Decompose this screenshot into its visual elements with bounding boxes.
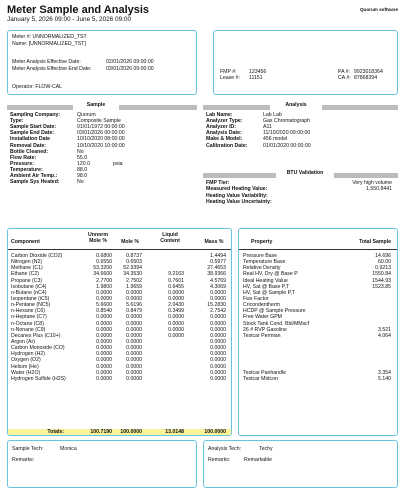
totals-label: Totals: [47,429,64,435]
operator: Operator: FLOW-CAL [12,84,63,90]
component-value: 0.0000 [210,332,226,339]
field-value: 120.0 [77,160,90,167]
component-value: 0.8540 [96,308,112,315]
component-value: 0.0000 [96,357,112,364]
property-value: 1544.93 [372,277,391,284]
component-value: 0.0000 [168,320,184,327]
component-value: 0.8479 [126,308,142,315]
component-value: 0.0000 [96,375,112,382]
fmp-label: FMP #: [220,69,237,75]
component-value: 0.0000 [96,320,112,327]
analysis-heading: Analysis [285,102,307,108]
meter-name: Name: [UNNORMALIZED_TST] [12,41,86,47]
remarks-label-right: Remarks: [208,457,231,463]
field-value: 01/01/2020 00:00:00 [263,142,311,149]
component-value [142,376,184,382]
property-name: Relative Density [243,265,281,272]
property-name: 26 # RVP Gasoline [243,326,287,333]
meter-info-box [7,30,197,95]
totals-liquid: 13.0148 [165,429,184,435]
table-row [239,376,397,382]
component-name: n-Heptane (C7) [11,314,47,321]
field-value: 01/01/1972 00:00:00 [77,124,125,131]
component-name: n-Hexane (C6) [11,308,46,315]
sample-heading: Sample [86,102,106,108]
field-value: Lab Lab [263,112,282,118]
field-label: Calibration Date: [206,142,248,149]
eff-date-label: Meter Analysis Effective Date: [12,59,81,65]
field-label: Analysis Date: [206,130,242,137]
field-label: Type: [10,118,24,125]
component-value: 34.3530 [123,271,142,278]
col-total-sample: Total Sample [359,239,391,245]
pa-label: PA #: [338,69,351,75]
component-value: 0.0000 [96,369,112,376]
component-name: Propane (C3) [11,277,43,284]
component-value: 0.0000 [210,314,226,321]
component-value: 0.0000 [126,375,142,382]
totals-mass: 100.0000 [204,429,226,435]
property-value: 3.354 [378,369,391,376]
component-value: 0.0000 [210,295,226,302]
ca-label: CA #: [338,75,351,81]
component-name: Helium (He) [11,363,39,370]
col-mole: Mole % [121,239,139,245]
eff-end-label: Meter Analysis Effective End Date: [12,66,92,72]
component-value: 0.7601 [168,277,184,284]
pressure-unit: psia [113,160,123,167]
component-value: 0.0000 [96,314,112,321]
component-value: 0.0000 [168,326,184,333]
field-value: Gas Chromatograph [263,118,310,125]
component-value: 0.0000 [96,326,112,333]
field-label: Analyzer ID: [206,124,236,131]
component-value: 0.0000 [96,332,112,339]
component-value: 5.6600 [96,302,112,309]
component-value: 38.9366 [207,271,226,278]
lease-label: Lease #: [220,75,240,81]
component-value: 0.0000 [96,295,112,302]
sample-tech-label: Sample Tech: [12,446,44,452]
btu-heading: BTU Validation [286,170,324,176]
component-name: Nitrogen (N2) [11,259,43,266]
property-value: 1523.85 [372,283,391,290]
analysis-tech-box [203,440,398,488]
component-name: Decanes Plus (C10+) [11,332,61,339]
remarks-value-right: Remarkable [244,457,272,463]
property-name: HCDP @ Sample Pressure [243,308,306,315]
component-name: Water (H2O) [11,369,41,376]
col-unnorm: Unnorm Mole % [88,232,108,245]
component-value: 1.4494 [210,253,226,259]
btu-value: 1,550.8441 [366,186,392,193]
component-value: 1.9800 [96,283,112,290]
component-name: Methane (C1) [11,265,43,272]
field-label: Sample Sys Heated: [10,179,60,186]
component-value: 0.8737 [126,253,142,259]
component-value: 0.0000 [126,357,142,364]
component-name: n-Butane (nC4) [11,289,47,296]
component-value: 0.0000 [210,375,226,382]
section-bar [322,105,398,110]
component-value: 0.0000 [96,363,112,370]
component-value: 0.6455 [168,283,184,290]
component-value: 0.0000 [96,338,112,345]
btu-label: FMP Tier: [206,180,230,186]
field-value: No [77,148,84,155]
component-name: Hydrogen Sulfide (H2S) [11,375,66,382]
field-value: 03/01/2026 00:00:00 [77,130,125,137]
component-value: 0.0000 [96,351,112,358]
remarks-label-left: Remarks: [12,457,35,463]
component-value: 0.3499 [168,308,184,315]
property-value: 5.140 [378,375,391,382]
field-value: Quorum [77,112,96,118]
field-value: 98.0 [77,173,88,179]
property-name: Real HV, Dry @ Base P [243,271,298,278]
component-value: 5.6196 [126,302,142,309]
component-value: 4.5769 [210,277,226,284]
eff-end-value: 03/01/2026 09:00:00 [106,66,154,72]
component-value: 0.0000 [126,338,142,345]
btu-label: Measured Heating Value: [206,186,268,193]
property-name: Pressure Base [243,253,278,259]
property-value: 4.064 [378,332,391,339]
totals-mole: 100.0000 [120,429,142,435]
component-value: 15.2830 [207,302,226,309]
date-range: January 5, 2026 09:00 - June 5, 2026 09:00 [7,16,132,23]
fmp-value: 123456 [249,69,267,75]
field-value: No [77,179,84,186]
btu-value: Very high volume [352,180,392,186]
header-divider [8,249,231,250]
property-name: Cricondentherm [243,302,280,309]
component-value: 0.0000 [210,363,226,370]
component-value: 0.0000 [96,289,112,296]
component-name: n-Octane (C8) [11,320,44,327]
component-value: 34.6600 [93,271,112,278]
component-value: 0.0000 [168,289,184,296]
meter-number: Meter #: UNNORMALIZED_TST [12,34,87,40]
property-name: Testcar Permian [243,332,281,339]
component-value: 2.7502 [126,277,142,284]
col-property: Property [251,239,273,245]
property-value: 3.521 [378,326,391,333]
ca-value: 87868394 [354,75,378,81]
component-name: Hydrogen (H2) [11,351,46,358]
component-name: n-Nonane (C9) [11,326,46,333]
component-value: 0.0000 [126,314,142,321]
field-label: Removal Date: [10,142,47,149]
component-value: 2.0430 [168,302,184,309]
section-bar [203,105,270,110]
field-label: Sample Start Date: [10,124,57,131]
field-value: 10/10/2020 10:00:00 [77,142,125,149]
field-value: 88.0 [77,166,88,173]
btu-label: Heating Value Variability: [206,192,268,199]
field-value: 55.0 [77,154,88,161]
components-table [7,228,232,436]
col-liquid: Liquid Content [160,232,180,245]
field-label: Sampling Company: [10,112,61,118]
component-rows [8,253,231,382]
property-name: HV, Sat @ Base P,T [243,283,290,290]
component-value: 0.0000 [210,338,226,345]
component-value: 0.0000 [126,326,142,333]
field-value: Composite Sample [77,118,121,125]
component-value: 0.0000 [210,289,226,296]
component-value: 0.0000 [210,351,226,358]
field-label: Analyzer Type: [206,118,243,125]
col-component: Component [11,239,40,245]
component-name: Carbon Dioxide (CO2) [11,253,63,259]
field-label: Ambient Air Temp.: [10,173,58,179]
component-value: 52.9394 [123,265,142,272]
component-value: 0.0000 [168,295,184,302]
section-bar [334,173,398,178]
field-label: Installation Date [10,136,51,143]
ids-box [213,30,398,95]
property-name: Fws Factor [243,295,269,302]
property-name: Testcar Panhandle [243,369,286,376]
section-bar [203,173,276,178]
totals-row [8,429,231,435]
component-value: 0.6503 [126,259,142,266]
field-label: Pressure: [10,160,34,167]
property-name: Temperature Base [243,259,286,266]
component-name: Isobutane (iC4) [11,283,47,290]
analysis-tech-label: Analysis Tech: [208,446,242,452]
component-value: 0.0000 [168,332,184,339]
property-rows [239,253,397,382]
component-value: 9.2163 [168,271,184,278]
component-name: Argon (Ar) [11,338,35,345]
eff-date-value: 02/01/2026 09:00:00 [106,59,154,65]
properties-table [238,228,398,436]
header-divider [239,249,397,250]
component-value: 0.6800 [96,253,112,259]
component-value: 4.3069 [210,283,226,290]
field-label: Make & Model: [206,136,243,143]
section-bar [7,105,73,110]
property-name: Ideal Heating Value [243,277,288,284]
property-value: 0.9213 [375,265,391,272]
component-value: 27.4653 [207,265,226,272]
component-value: 0.0000 [126,351,142,358]
field-label: Lab Name: [206,112,233,118]
field-label: Sample End Date: [10,130,55,137]
sample-tech-box [7,440,197,488]
component-value: 0.0000 [210,320,226,327]
field-label: Bottle Cleaned: [10,148,49,155]
component-name: Carbon Monoxide (CO) [11,345,65,352]
component-value: 0.0000 [126,320,142,327]
component-value: 0.0000 [126,369,142,376]
component-value: 0.0000 [210,326,226,333]
property-name: Free Water GPM [243,314,283,321]
property-name: HV, Sat @ Sample P,T [243,289,295,296]
component-name: Isopentane (iC5) [11,295,50,302]
brand-logo: Quorum software [359,7,398,12]
field-value: 10/10/2020 08:00:00 [77,136,125,143]
btu-label: Heating Value Uncertainty: [206,198,272,205]
component-name: Oxygen (O2) [11,357,41,364]
component-name: Ethane (C2) [11,271,39,278]
section-bar [119,105,197,110]
component-value: 0.0000 [126,289,142,296]
component-value: 0.0000 [210,357,226,364]
field-value: 11/10/2020 09:00:00 [263,130,311,137]
page-title: Meter Sample and Analysis [7,4,150,16]
property-value: 14.696 [375,253,391,259]
property-name: Stock Tank Cond. Bbl/MMscf [243,320,310,327]
totals-unnorm: 100.7190 [90,429,112,435]
component-value: 0.0000 [126,345,142,352]
field-label: Temperature: [10,166,43,173]
component-value: 0.0000 [126,295,142,302]
component-value: 0.0000 [210,369,226,376]
analysis-tech-value: Techy [259,446,273,452]
component-value: 0.0000 [126,363,142,370]
component-value: 0.5977 [210,259,226,266]
property-value: 60.00 [378,259,391,266]
lease-value: 11151 [249,75,263,81]
sample-tech-value: Monica [60,446,77,452]
component-value: 0.6550 [96,259,112,266]
component-value: 2.7700 [96,277,112,284]
col-mass: Mass % [204,239,224,245]
component-name: n-Pentane (NC5) [11,302,51,309]
field-label: Flow Rate: [10,154,37,161]
component-value: 0.0000 [168,314,184,321]
field-value: 456 model [263,136,288,143]
property-value: 1550.84 [372,271,391,278]
table-row [8,376,231,382]
component-value: 0.0000 [96,345,112,352]
component-value: 0.0000 [210,345,226,352]
component-value: 1.9659 [126,283,142,290]
pa-value: 9923018364 [354,69,383,75]
field-value: A11 [263,124,272,131]
property-name: Testcar Midcon [243,375,278,382]
component-value: 53.3200 [93,265,112,272]
component-value: 0.0000 [126,332,142,339]
component-value: 2.7542 [210,308,226,315]
